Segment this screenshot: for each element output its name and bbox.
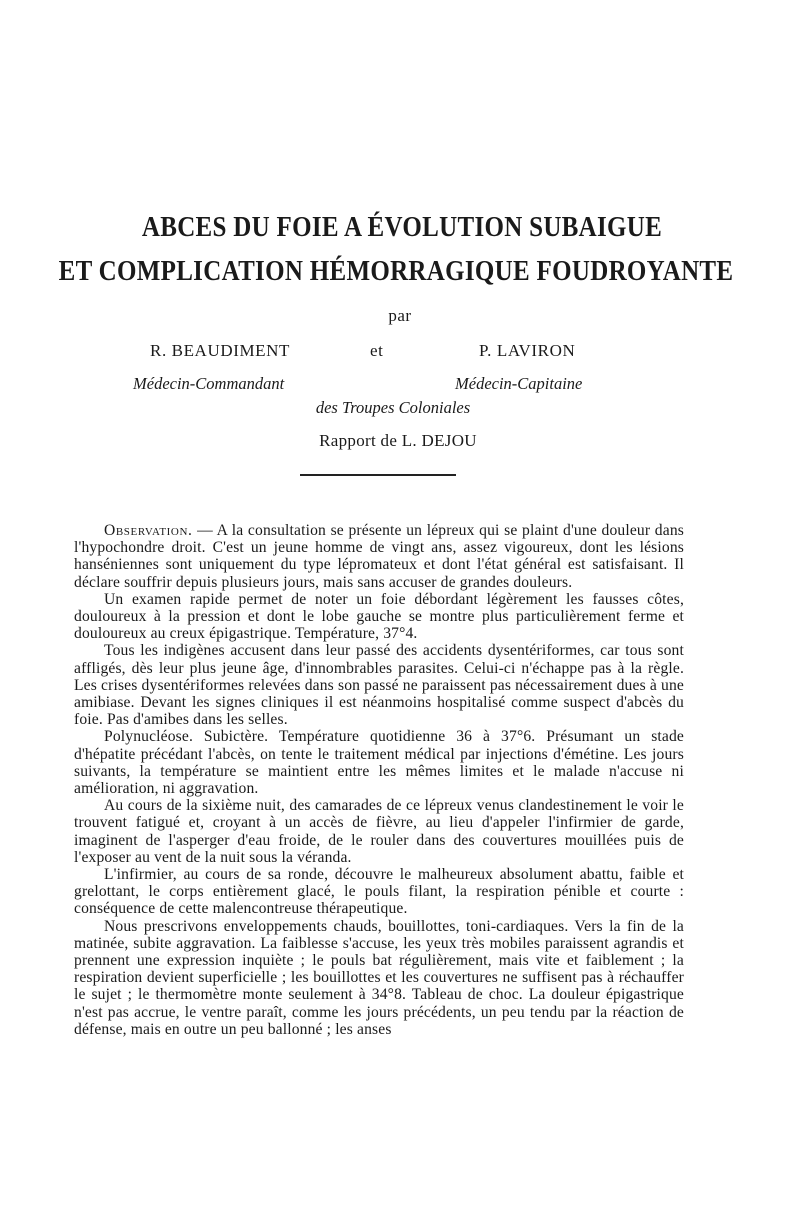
author-2: P. LAVIRON bbox=[479, 341, 576, 360]
paragraph-1-text: — A la consultation se présente un lépreux qui se plaint d'une douleur dans l'hypochondre droit. C'est un jeune homme de vingt ans, assez vigoureux, dont les lésions hanséniennes sont uniquement du type lépromateux et dont l'état général est satisfaisant. Il déclare souffrir depuis plusieurs jours, mais sans accuser de grandes douleurs. bbox=[74, 522, 684, 591]
observation-label: Observation. bbox=[104, 522, 193, 539]
header-divider bbox=[300, 474, 456, 476]
article-body bbox=[74, 522, 684, 1038]
paragraph-2: Un examen rapide permet de noter un foie débordant légèrement les fausses côtes, douloureux à la pression et dont le lobe gauche se montre plus particulièrement ferme et douloureux au creux épigastrique. Température, 37°4. bbox=[74, 590, 684, 643]
author-conjunction: et bbox=[370, 341, 384, 360]
authors-corps: des Troupes Coloniales bbox=[315, 398, 471, 417]
paragraph-5: Au cours de la sixième nuit, des camarades de ce lépreux venus clandestinement le voir le trouvent fatigué et, croyant à un accès de fièvre, au lieu d'appeler l'infirmier de garde, imaginent de l'asperger d'eau froide, de le rouler dans des couvertures mouillées puis de l'exposer au vent de la nuit sous la véranda. bbox=[74, 797, 684, 866]
author-1-rank: Médecin-Commandant bbox=[133, 374, 285, 393]
paragraph-1 bbox=[74, 522, 684, 591]
byline-par: par bbox=[388, 306, 412, 325]
author-1: R. BEAUDIMENT bbox=[150, 341, 291, 360]
report-line: Rapport de L. DEJOU bbox=[319, 431, 477, 450]
author-2-rank: Médecin-Capitaine bbox=[455, 374, 583, 393]
article-title-line-2: ET COMPLICATION HÉMORRAGIQUE FOUDROYANTE bbox=[58, 256, 734, 287]
paragraph-7: Nous prescrivons enveloppements chauds, bouillottes, toni-cardiaques. Vers la fin de la matinée, subite aggravation. La faiblesse s'accuse, les yeux très mobiles paraissent agrandis et prennent une expression inquiète ; le pouls bat régulièrement, mais vite et faiblement ; la respiration devient superficielle ; les bouillottes et les couvertures ne suffisent pas à réchauffer le sujet ; le thermomètre monte seulement à 34°8. Tableau de choc. La douleur épigastrique n'est pas accrue, le ventre paraît, comme les jours précédents, un peu tendu par la réaction de défense, mais en outre un peu ballonné ; les anses bbox=[74, 917, 684, 1038]
paragraph-6: L'infirmier, au cours de sa ronde, découvre le malheureux absolument abattu, faible et grelottant, le corps entièrement glacé, le pouls filant, la respiration pénible et courte : conséquence de cette malencontreuse thérapeutique. bbox=[74, 866, 684, 918]
article-title-line-1: ABCES DU FOIE A ÉVOLUTION SUBAIGUE bbox=[141, 212, 663, 243]
paragraph-4: Polynucléose. Subictère. Température quotidienne 36 à 37°6. Présumant un stade d'hépatite précédant l'abcès, on tente le traitement médical par injections d'émétine. Les jours suivants, la température se maintient entre les mêmes limites et le malade n'accuse ni amélioration, ni aggravation. bbox=[74, 728, 684, 798]
paragraph-3: Tous les indigènes accusent dans leur passé des accidents dysentériformes, car tous sont affligés, dès leur plus jeune âge, d'innombrables parasites. Celui-ci n'échappe pas à la règle. Les crises dysentériformes relevées dans son passé ne paraissent pas nécessairement dues à une amibiase. Devant les signes cliniques il est néanmoins hospitalisé comme suspect d'abcès du foie. Pas d'amibes dans les selles. bbox=[74, 642, 684, 729]
